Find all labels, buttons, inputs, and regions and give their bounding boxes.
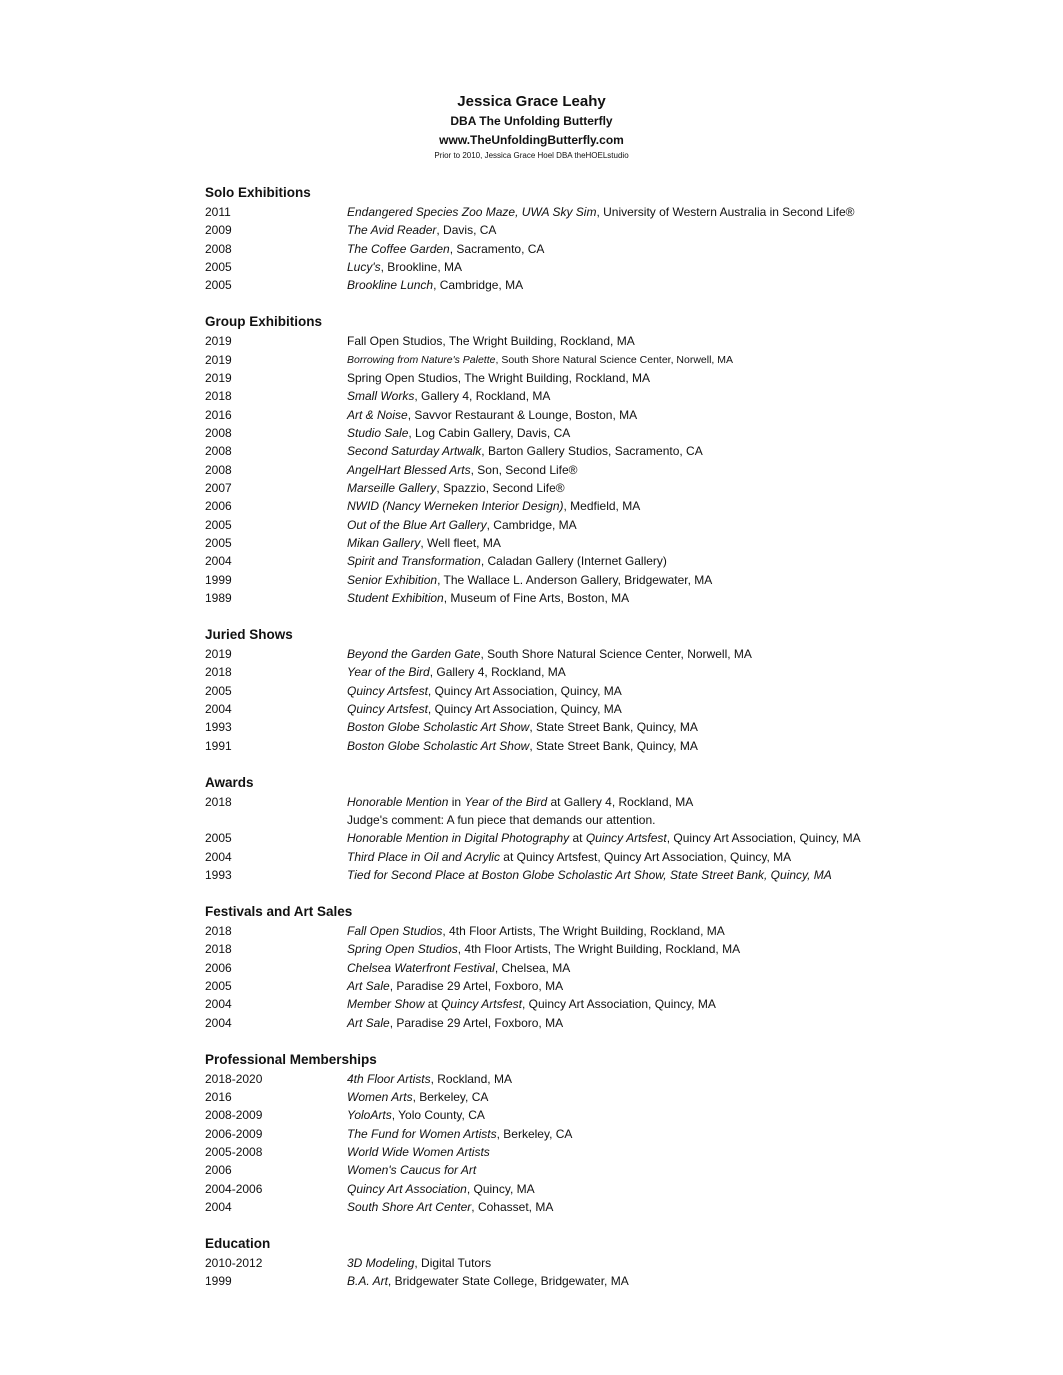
cv-entry	[205, 1180, 905, 1198]
entry-year: 2006	[205, 960, 232, 975]
entry-description	[347, 1180, 905, 1198]
entry-title-italic: Endangered Species Zoo Maze, UWA Sky Sim	[347, 205, 597, 219]
entry-text: , Son, Second Life®	[470, 462, 578, 477]
cv-entry	[205, 1272, 905, 1290]
entry-description	[347, 1014, 905, 1032]
entry-title-italic: Women's Caucus for Art	[347, 1163, 477, 1178]
entry-description	[347, 811, 905, 829]
entry-text: , Quincy Art Association, Quincy, MA	[427, 683, 622, 698]
entry-year: 2005	[205, 683, 232, 698]
entry-year: 2009	[205, 223, 232, 238]
entry-text: , Quincy, MA	[466, 1181, 535, 1196]
entry-year: 2004	[205, 997, 232, 1012]
entry-title-italic: Chelsea Waterfront Festival	[347, 960, 495, 975]
cv-section	[205, 1050, 905, 1217]
cv-header	[0, 92, 1063, 162]
entry-year: 2016	[205, 407, 232, 422]
section-title: Professional Memberships	[205, 1051, 377, 1067]
cv-entry	[205, 1254, 905, 1272]
entry-title-italic: Quincy Art Association	[347, 1181, 467, 1196]
section-title: Awards	[205, 774, 254, 790]
entry-year: 2019	[205, 334, 232, 349]
cv-entry	[205, 351, 905, 369]
entry-description	[347, 589, 905, 607]
entry-text: , Savvor Restaurant & Lounge, Boston, MA	[407, 407, 638, 422]
entry-year: 2004	[205, 849, 232, 864]
entry-year: 2018	[205, 924, 232, 939]
entry-title-italic: B.A. Art	[347, 1274, 388, 1289]
entry-text: Fall Open Studios, The Wright Building, Rockland, MA	[347, 334, 635, 349]
cv-entry	[205, 1088, 905, 1106]
entry-description	[347, 534, 905, 552]
entry-text: , Davis, CA	[436, 223, 497, 238]
entry-title-italic: Spring Open Studios	[347, 942, 458, 957]
cv-entry	[205, 221, 905, 239]
entry-title-italic: Quincy Artsfest	[585, 831, 667, 846]
cv-entry	[205, 203, 905, 221]
entry-description	[347, 940, 905, 958]
entry-text: , Quincy Art Association, Quincy, MA	[666, 831, 861, 846]
entry-text: , Paradise 29 Artel, Foxboro, MA	[389, 1015, 564, 1030]
entry-title-italic: Studio Sale	[347, 426, 409, 441]
entry-description	[347, 369, 905, 387]
entry-text: , The Wallace L. Anderson Gallery, Bridgewater, MA	[437, 572, 713, 587]
cv-entry	[205, 424, 905, 442]
entry-year: 2004-2006	[205, 1181, 263, 1196]
entry-title-italic: YoloArts	[347, 1108, 392, 1123]
entry-text: at Gallery 4, Rockland, MA	[547, 794, 694, 809]
entry-title-italic: Honorable Mention in Digital Photography	[347, 831, 570, 846]
entry-description	[347, 829, 905, 847]
entry-description	[347, 461, 905, 479]
entry-text: , South Shore Natural Science Center, Norwell, MA	[495, 353, 734, 366]
entry-description	[347, 995, 905, 1013]
entry-text: , Bridgewater State College, Bridgewater, MA	[387, 1274, 629, 1289]
entry-text: Spring Open Studios, The Wright Building, Rockland, MA	[347, 371, 651, 385]
entry-year: 2011	[205, 205, 231, 219]
cv-entry	[205, 1125, 905, 1143]
cv-entry	[205, 848, 905, 866]
prior-name-note: Prior to 2010, Jessica Grace Hoel DBA theHOELstudio	[434, 151, 629, 160]
cv-entry	[205, 1106, 905, 1124]
entry-year: 2005	[205, 831, 232, 846]
entry-title-italic: 3D Modeling	[347, 1256, 415, 1271]
entry-description	[347, 682, 905, 700]
cv-entry	[205, 516, 905, 534]
entry-year: 2006-2009	[205, 1126, 263, 1141]
entry-title-italic: Year of the Bird	[464, 794, 548, 809]
entry-year: 1989	[205, 591, 232, 606]
cv-entry	[205, 940, 905, 958]
cv-entry	[205, 1070, 905, 1088]
entry-description	[347, 442, 905, 460]
entry-title-italic: Brookline Lunch	[347, 278, 434, 293]
entry-text: , Spazzio, Second Life®	[436, 481, 565, 496]
entry-title-italic: Third Place in Oil and Acrylic	[347, 849, 500, 864]
cv-section	[205, 1234, 905, 1291]
entry-year: 2006	[205, 499, 232, 514]
entry-year	[205, 811, 347, 829]
entry-year: 2005	[205, 979, 232, 994]
cv-entry	[205, 240, 905, 258]
entry-description	[347, 1125, 905, 1143]
entry-year: 2008	[205, 462, 232, 477]
entry-title-italic: Women Arts	[347, 1090, 413, 1105]
cv-entry	[205, 995, 905, 1013]
entry-title-italic: Senior Exhibition	[347, 572, 438, 587]
entry-description	[347, 645, 905, 663]
cv-entry	[205, 700, 905, 718]
entry-year: 1999	[205, 572, 232, 587]
section-title: Education	[205, 1236, 271, 1252]
website-url: www.TheUnfoldingButterfly.com	[439, 133, 624, 147]
section-title: Solo Exhibitions	[205, 185, 311, 200]
entry-year: 2018	[205, 665, 232, 680]
entry-title-italic: 4th Floor Artists	[347, 1071, 431, 1086]
cv-entry	[205, 829, 905, 847]
cv-entry	[205, 663, 905, 681]
section-title: Festivals and Art Sales	[205, 904, 353, 920]
entry-title-italic: The Fund for Women Artists	[347, 1126, 497, 1141]
entry-title-italic: Beyond the Garden Gate	[347, 647, 481, 662]
entry-description	[347, 922, 905, 940]
cv-entry	[205, 977, 905, 995]
entry-year: 2019	[205, 352, 232, 367]
entry-description	[347, 221, 905, 239]
entry-title-italic: Second Saturday Artwalk	[347, 444, 482, 459]
cv-entry	[205, 552, 905, 570]
entry-year: 2008	[205, 241, 232, 256]
cv-entry	[205, 387, 905, 405]
entry-text: , Berkeley, CA	[412, 1090, 489, 1105]
entry-description	[347, 351, 905, 369]
entry-description	[347, 700, 905, 718]
entry-title-italic: Spirit and Transformation	[347, 554, 481, 569]
entry-description	[347, 240, 905, 258]
cv-entry	[205, 497, 905, 515]
cv-entry	[205, 682, 905, 700]
cv-entry	[205, 406, 905, 424]
section-title: Juried Shows	[205, 627, 293, 643]
entry-year: 1991	[205, 738, 232, 753]
entry-year: 2008	[205, 444, 232, 459]
entry-year: 2018-2020	[205, 1071, 263, 1086]
entry-text: , Yolo County, CA	[391, 1108, 485, 1123]
cv-entry	[205, 589, 905, 607]
entry-year: 1993	[205, 868, 232, 883]
entry-year: 2004	[205, 702, 232, 717]
entry-text: , Medfield, MA	[563, 499, 641, 514]
entry-description	[347, 1161, 905, 1179]
cv-entry	[205, 1143, 905, 1161]
entry-description	[347, 497, 905, 515]
entry-title-italic: Fall Open Studios	[347, 924, 443, 939]
entry-text: Judge's comment: A fun piece that demands our attention.	[347, 813, 656, 828]
entry-year: 2005	[205, 536, 232, 551]
entry-description	[347, 1272, 905, 1290]
entry-text: , State Street Bank, Quincy, MA	[529, 738, 698, 753]
artist-name: Jessica Grace Leahy	[457, 93, 606, 110]
entry-title-italic: Boston Globe Scholastic Art Show	[347, 720, 530, 735]
cv-entry	[205, 534, 905, 552]
entry-title-italic: Year of the Bird	[347, 665, 430, 680]
entry-title-italic: South Shore Art Center	[347, 1200, 472, 1215]
cv-entry	[205, 866, 905, 884]
entry-title-italic: The Coffee Garden	[347, 241, 450, 256]
entry-year: 2005	[205, 260, 232, 275]
entry-year: 2007	[205, 481, 232, 496]
entry-text: , Berkeley, CA	[496, 1126, 573, 1141]
entry-description	[347, 1106, 905, 1124]
cv-entry	[205, 1198, 905, 1216]
entry-description	[347, 203, 905, 221]
entry-description	[347, 959, 905, 977]
section-title: Group Exhibitions	[205, 314, 322, 330]
entry-text: , Cohasset, MA	[471, 1200, 554, 1215]
cv-entry	[205, 332, 905, 350]
entry-year: 2004	[205, 1200, 232, 1215]
entry-title-italic: Art Sale	[347, 979, 390, 994]
entry-text: at	[569, 831, 586, 846]
entry-description	[347, 1198, 905, 1216]
entry-year: 2008	[205, 426, 232, 441]
entry-title-italic: Student Exhibition	[347, 591, 444, 606]
entry-title-italic: Tied for Second Place at Boston Globe Scholastic Art Show, State Street Bank, Quincy, MA	[347, 868, 832, 883]
entry-year: 2018	[205, 942, 232, 957]
entry-title-italic: Member Show	[347, 997, 425, 1012]
entry-title-italic: Quincy Artsfest	[347, 683, 428, 698]
entry-title-italic: Lucy's	[347, 260, 381, 275]
entry-year: 2016	[205, 1090, 232, 1105]
entry-year: 1993	[205, 720, 232, 735]
entry-text: , South Shore Natural Science Center, Norwell, MA	[480, 647, 752, 662]
entry-title-italic: AngelHart Blessed Arts	[347, 462, 471, 477]
entry-title-italic: Small Works	[347, 389, 415, 404]
cv-entry	[205, 645, 905, 663]
entry-text: , Gallery 4, Rockland, MA	[414, 389, 551, 404]
entry-text: , Rockland, MA	[430, 1071, 512, 1086]
entry-title-italic: Art & Noise	[347, 407, 408, 422]
entry-description	[347, 332, 905, 350]
entry-text: at	[424, 997, 442, 1012]
entry-text: , Museum of Fine Arts, Boston, MA	[443, 591, 630, 606]
entry-text: , 4th Floor Artists, The Wright Building, Rockland, MA	[457, 942, 741, 957]
entry-text: , Barton Gallery Studios, Sacramento, CA	[481, 444, 703, 459]
business-name: DBA The Unfolding Butterfly	[450, 114, 613, 128]
entry-description	[347, 663, 905, 681]
entry-text: , University of Western Australia in Second Life®	[596, 205, 855, 219]
entry-description	[347, 276, 905, 294]
entry-title-italic: Quincy Artsfest	[441, 997, 522, 1012]
entry-title-italic: Borrowing from Nature's Palette	[347, 353, 496, 366]
entry-description	[347, 1254, 905, 1272]
entry-text: , 4th Floor Artists, The Wright Building, Rockland, MA	[442, 924, 725, 939]
entry-text: , Quincy Art Association, Quincy, MA	[427, 702, 622, 717]
entry-text: , Brookline, MA	[380, 260, 463, 275]
cv-entry	[205, 737, 905, 755]
cv-entry	[205, 922, 905, 940]
entry-year: 2018	[205, 794, 232, 809]
entry-title-italic: World Wide Women Artists	[347, 1145, 490, 1160]
entry-description	[347, 479, 905, 497]
entry-text: in	[448, 794, 465, 809]
cv-entry	[205, 1161, 905, 1179]
entry-title-italic: Out of the Blue Art Gallery	[347, 517, 487, 532]
cv-entry	[205, 718, 905, 736]
cv-entry	[205, 811, 905, 829]
entry-text: , Sacramento, CA	[449, 241, 545, 256]
cv-section	[205, 183, 905, 295]
cv-entry	[205, 959, 905, 977]
entry-description	[347, 424, 905, 442]
cv-section	[205, 625, 905, 755]
cv-body	[205, 183, 905, 1308]
entry-title-italic: NWID (Nancy Werneken Interior Design)	[347, 499, 564, 514]
entry-description	[347, 516, 905, 534]
cv-section	[205, 902, 905, 1032]
entry-description	[347, 387, 905, 405]
entry-text: , Paradise 29 Artel, Foxboro, MA	[389, 979, 564, 994]
entry-year: 2005	[205, 278, 232, 293]
cv-entry	[205, 461, 905, 479]
entry-text: , Cambridge, MA	[433, 278, 524, 293]
cv-entry	[205, 369, 905, 387]
entry-title-italic: Quincy Artsfest	[347, 702, 428, 717]
entry-title-italic: Boston Globe Scholastic Art Show	[347, 738, 530, 753]
entry-description	[347, 258, 905, 276]
entry-description	[347, 737, 905, 755]
cv-entry	[205, 479, 905, 497]
entry-text: , Caladan Gallery (Internet Gallery)	[480, 554, 667, 569]
entry-year: 2008-2009	[205, 1108, 263, 1123]
entry-description	[347, 552, 905, 570]
cv-entry	[205, 276, 905, 294]
entry-title-italic: Art Sale	[347, 1015, 390, 1030]
entry-year: 2010-2012	[205, 1256, 263, 1271]
entry-text: , Well fleet, MA	[420, 536, 501, 551]
entry-title-italic: The Avid Reader	[347, 223, 437, 238]
entry-title-italic: Mikan Gallery	[347, 536, 421, 551]
entry-year: 1999	[205, 1274, 232, 1289]
entry-description	[347, 718, 905, 736]
entry-description	[347, 406, 905, 424]
entry-text: , Quincy Art Association, Quincy, MA	[521, 997, 716, 1012]
entry-year: 2005-2008	[205, 1145, 263, 1160]
entry-description	[347, 793, 905, 811]
entry-description	[347, 977, 905, 995]
cv-entry	[205, 442, 905, 460]
entry-description	[347, 848, 905, 866]
cv-entry	[205, 793, 905, 811]
cv-entry	[205, 1014, 905, 1032]
entry-year: 2019	[205, 371, 232, 385]
entry-description	[347, 1070, 905, 1088]
entry-title-italic: Honorable Mention	[347, 794, 449, 809]
entry-year: 2019	[205, 647, 232, 662]
entry-description	[347, 571, 905, 589]
cv-entry	[205, 258, 905, 276]
cv-section	[205, 773, 905, 885]
entry-text: at Quincy Artsfest, Quincy Art Association, Quincy, MA	[499, 849, 792, 864]
entry-text: , Chelsea, MA	[494, 960, 571, 975]
entry-description	[347, 1143, 905, 1161]
entry-description	[347, 1088, 905, 1106]
entry-year: 2006	[205, 1163, 232, 1178]
entry-year: 2004	[205, 1015, 232, 1030]
entry-description	[347, 866, 905, 884]
cv-entry	[205, 571, 905, 589]
entry-title-italic: Marseille Gallery	[347, 481, 437, 496]
cv-section	[205, 312, 905, 607]
entry-text: , Digital Tutors	[414, 1256, 492, 1271]
entry-year: 2004	[205, 554, 232, 569]
entry-text: , Log Cabin Gallery, Davis, CA	[408, 426, 571, 441]
entry-year: 2018	[205, 389, 232, 404]
entry-text: , Cambridge, MA	[486, 517, 577, 532]
entry-text: , Gallery 4, Rockland, MA	[429, 665, 566, 680]
entry-text: , State Street Bank, Quincy, MA	[529, 720, 698, 735]
entry-year: 2005	[205, 517, 232, 532]
